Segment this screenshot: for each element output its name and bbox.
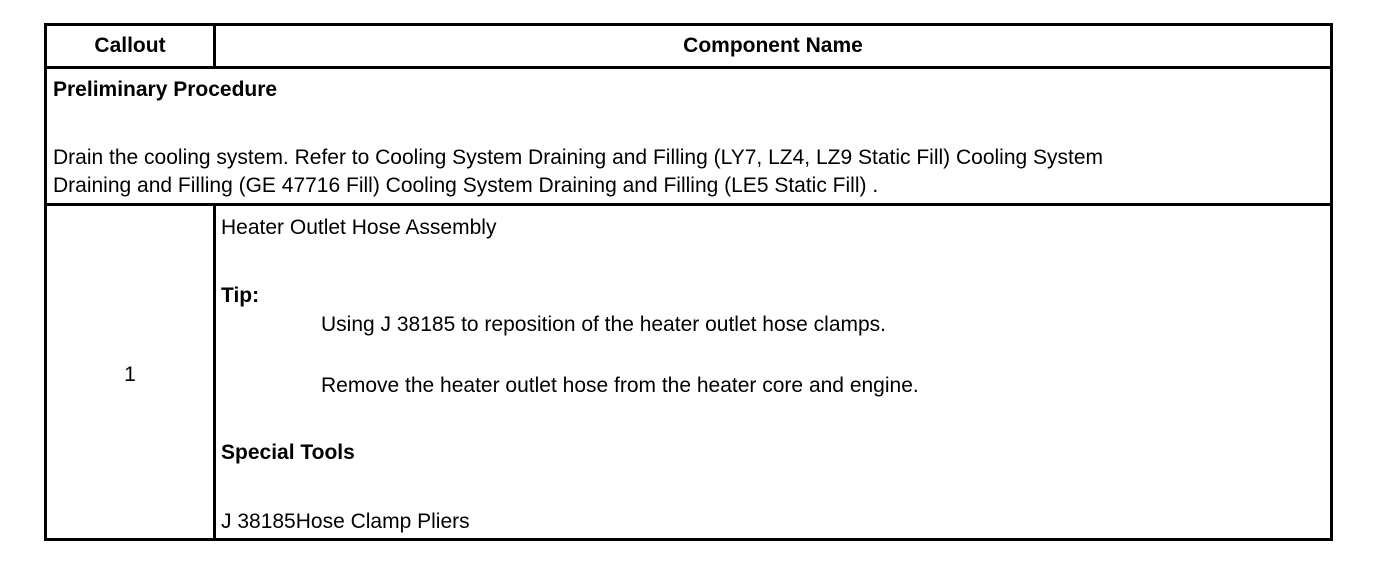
callout-number: 1 (124, 363, 136, 386)
procedure-table (44, 23, 1333, 541)
preliminary-bottom-border (47, 203, 1330, 206)
column-divider-body (213, 206, 216, 541)
header-bottom-border (47, 66, 1330, 69)
tip-item-1: Using J 38185 to reposition of the heater outlet hose clamps. (321, 313, 887, 336)
header-component-name: Component Name (683, 34, 863, 57)
tip-label: Tip: (221, 284, 260, 307)
tip-item-2: Remove the heater outlet hose from the heater core and engine. (321, 374, 919, 397)
preliminary-procedure-text-line2: Draining and Filling (GE 47716 Fill) Cooling System Draining and Filling (LE5 Static Fill) . (53, 174, 879, 197)
component-name: Heater Outlet Hose Assembly (221, 216, 497, 239)
preliminary-procedure-text-line1: Drain the cooling system. Refer to Cooling System Draining and Filling (LY7, LZ4, LZ9 Static Fill) Cooling System (53, 146, 1104, 169)
special-tools-label: Special Tools (221, 441, 355, 464)
special-tool-item: J 38185Hose Clamp Pliers (221, 510, 470, 533)
preliminary-procedure-title: Preliminary Procedure (53, 78, 278, 101)
header-callout: Callout (94, 34, 166, 57)
